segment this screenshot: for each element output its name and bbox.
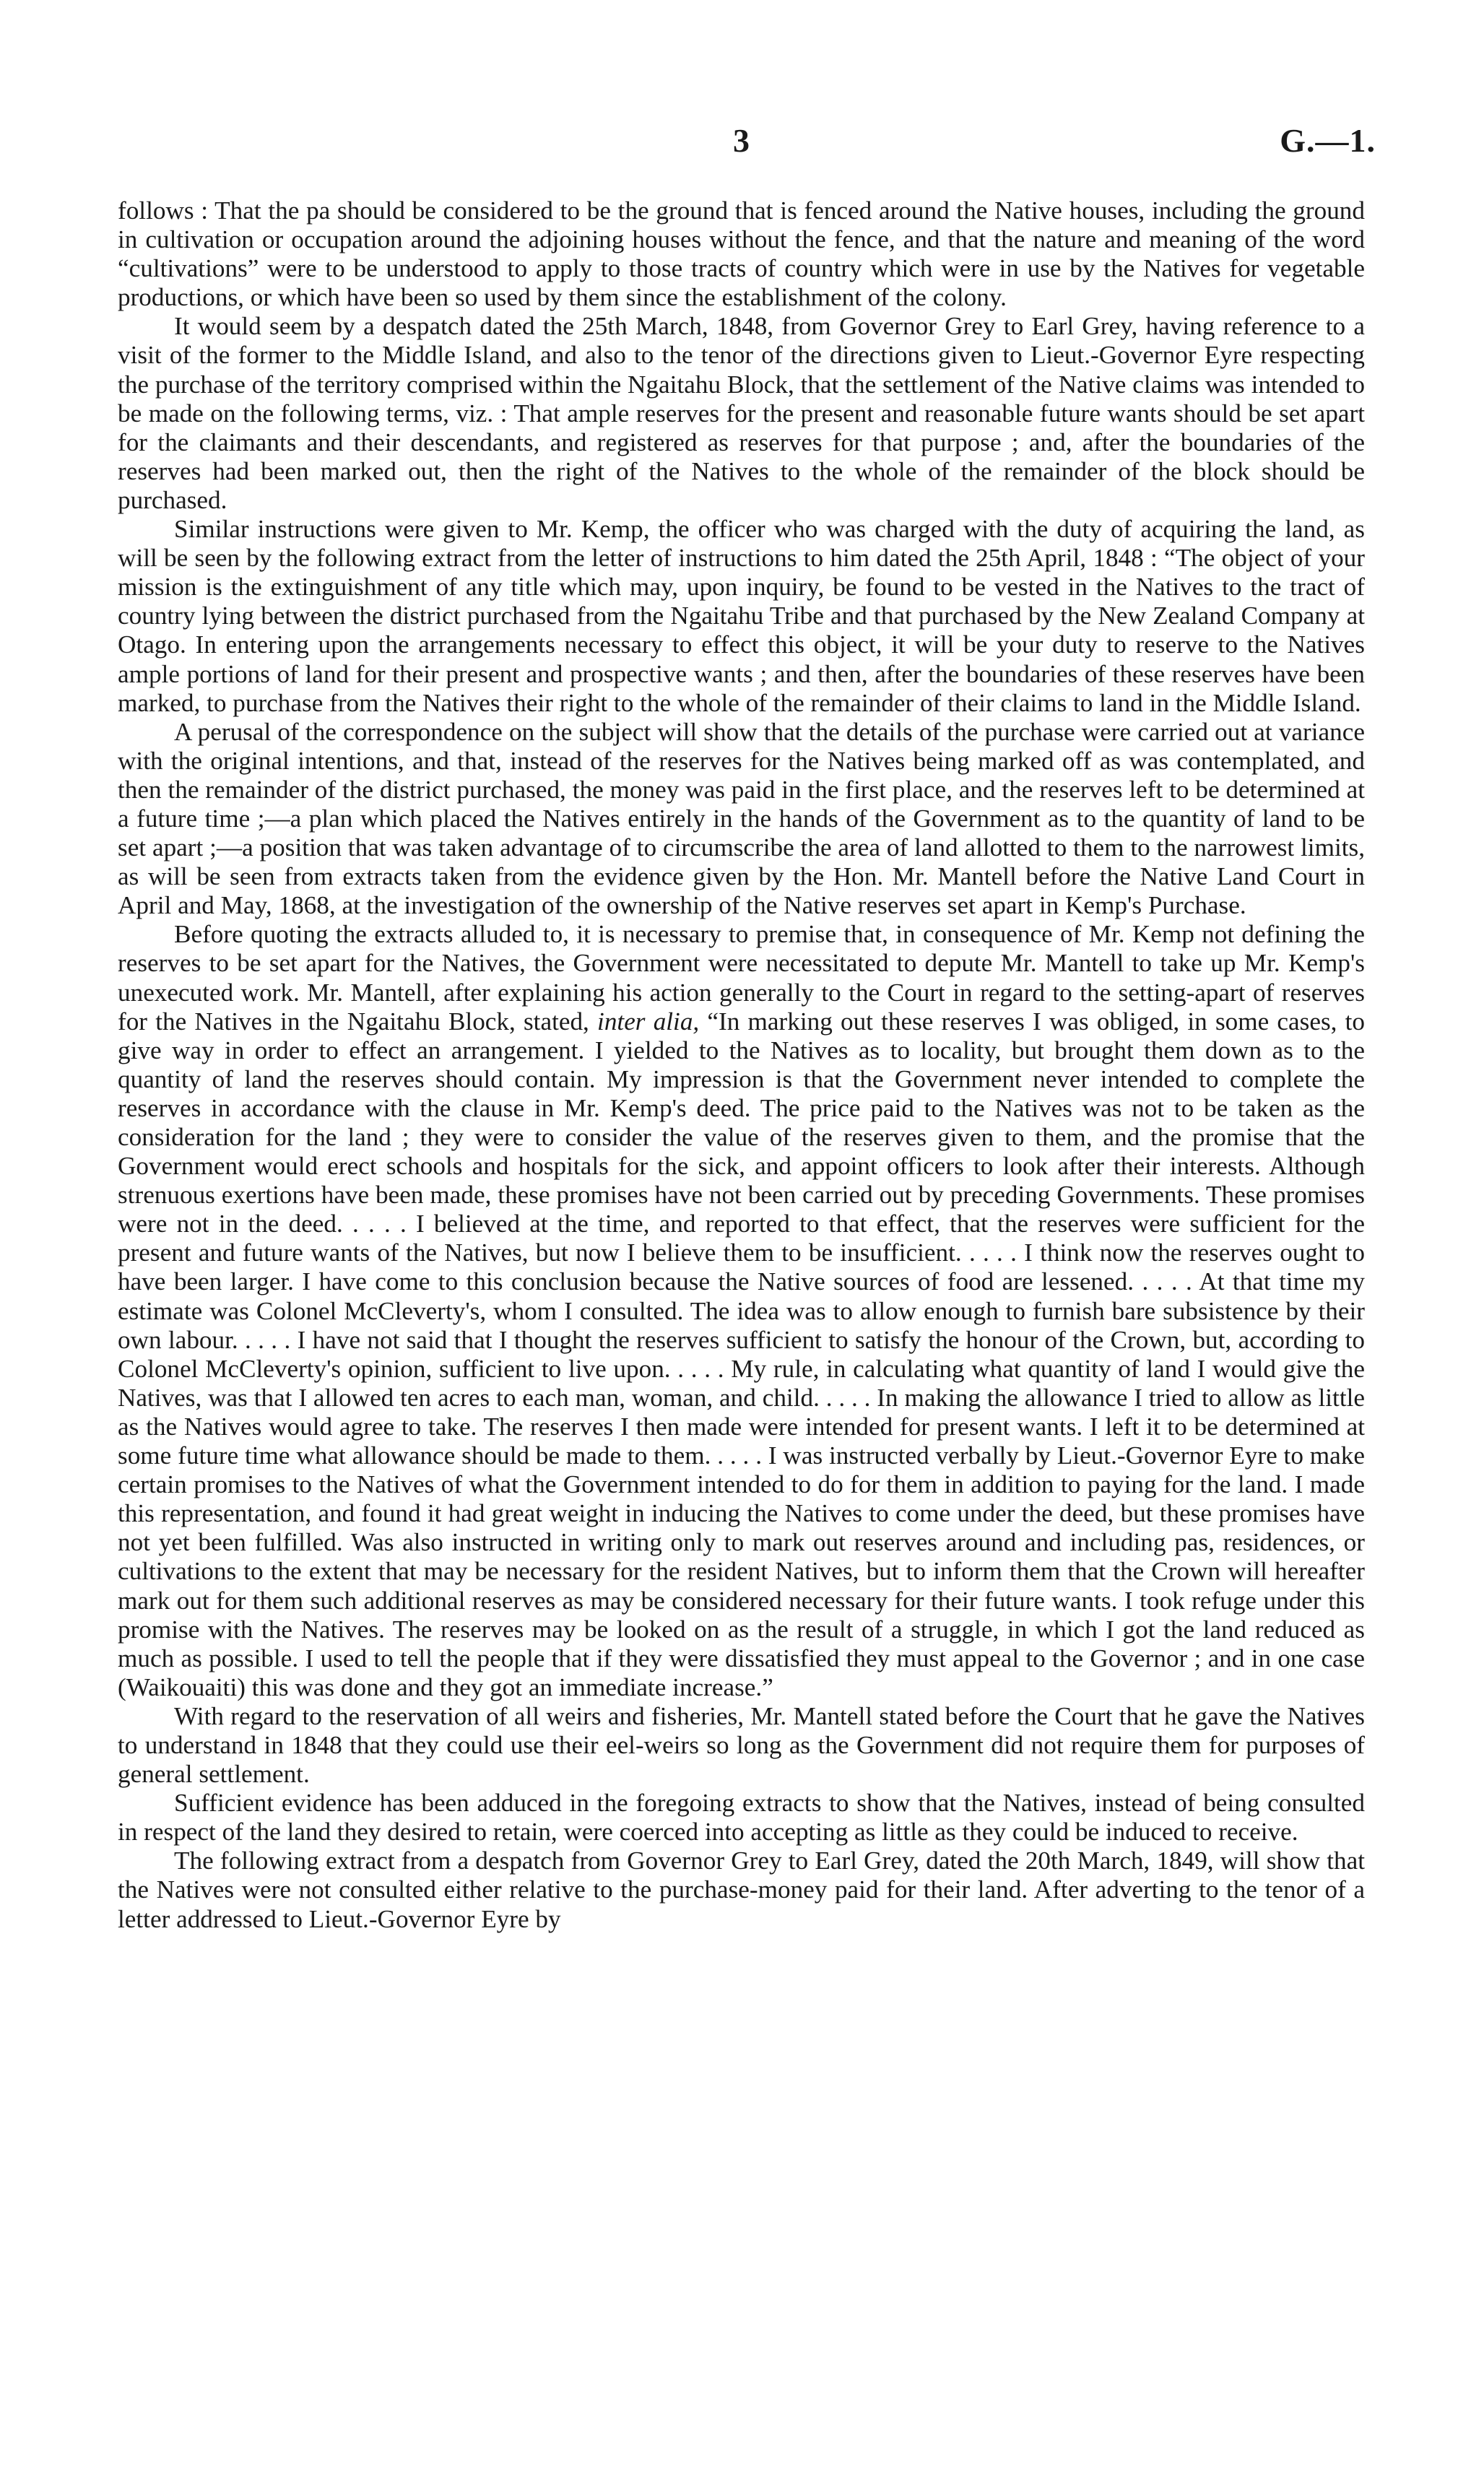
paragraph-6: With regard to the reservation of all weirs and fisheries, Mr. Mantell stated before the Court that he gave the Natives to understand in 1848 that they could use their eel-weirs so long as the Government did not require them for purposes of general settlement.: [118, 1701, 1365, 1789]
document-reference: G.—1.: [1280, 122, 1376, 159]
page-header: [0, 121, 1484, 172]
paragraph-5-text-b: “In marking out these reserves I was obliged, in some cases, to give way in order to effect an arrangement. I yielded to the Natives as to locality, but brought them down as to the quantity of land the reserves should contain. My impression is that the Government never intended to complete the reserves in accordance with the clause in Mr. Kemp's deed. The price paid to the Natives was not to be taken as the consideration for the land ; they were to consider the value of the reserves given to them, and the promise that the Government would erect schools and hospitals for the sick, and appoint officers to look after their interests. Although strenuous exertions have been made, these promises have not been carried out by preceding Governments. These promises were not in the deed. . . . . I believed at the time, and reported to that effect, that the reserves were sufficient for the present and future wants of the Natives, but now I believe them to be insufficient. . . . . I think now the reserves ought to have been larger. I have come to this conclusion because the Native sources of food are lessened. . . . . At that time my estimate was Colonel McCleverty's, whom I consulted. The idea was to allow enough to furnish bare subsistence by their own labour. . . . . I have not said that I thought the reserves sufficient to satisfy the honour of the Crown, but, according to Colonel McCleverty's opinion, sufficient to live upon. . . . . My rule, in calculating what quantity of land I would give the Natives, was that I allowed ten acres to each man, woman, and child. . . . . In making the allowance I tried to allow as little as the Natives would agree to take. The reserves I then made were intended for present wants. I left it to be determined at some future time what allowance should be made to them. . . . . I was instructed verbally by Lieut.-Governor Eyre to make certain promises to the Natives of what the Government intended to do for them in addition to paying for the land. I made this representation, and found it had great weight in inducing the Natives to come under the deed, but these promises have not yet been fulfilled. Was also instructed in writing only to mark out reserves around and including pas, residences, or cultivations to the extent that may be necessary for the resident Natives, but to inform them that the Crown will hereafter mark out for them such additional reserves as may be considered necessary for their future wants. I took refuge under this promise with the Natives. The reserves may be looked on as the result of a struggle, in which I got the land reduced as much as possible. I used to tell the people that if they were dissatisfied they must appeal to the Governor ; and in one case (Waikouaiti) this was done and they got an immediate increase.”: [118, 1007, 1366, 1701]
paragraph-5-text-a: Before quoting the extracts alluded to, it is necessary to premise that, in consequence of Mr. Kemp not defining the reserves to be set apart for the Natives, the Government were necessitated to depute Mr. Mantell to take up Mr. Kemp's unexecuted work. Mr. Mantell, after explaining his action generally to the Court in regard to the setting-apart of reserves for the Natives in the Ngaitahu Block, stated,: [118, 920, 1365, 1036]
body-text: [118, 196, 1365, 1934]
paragraph-1: follows : That the pa should be considered to be the ground that is fenced around the Native houses, including the ground in cultivation or occupation around the adjoining houses without the fence, and that the nature and meaning of the word “cultivations” were to be understood to apply to those tracts of country which were in use by the Natives for vegetable productions, or which have been so used by them since the establishment of the colony.: [118, 196, 1365, 312]
paragraph-2: It would seem by a despatch dated the 25th March, 1848, from Governor Grey to Earl Grey, having reference to a visit of the former to the Middle Island, and also to the tenor of the directions given to Lieut.-Governor Eyre respecting the purchase of the territory comprised within the Ngaitahu Block, that the settlement of the Native claims was intended to be made on the following terms, viz. : That ample reserves for the present and reasonable future wants should be set apart for the claimants and their descendants, and registered as reserves for that purpose ; and, after the boundaries of the reserves had been marked out, then the right of the Natives to the whole of the remainder of the block should be purchased.: [118, 312, 1365, 514]
paragraph-7: Sufficient evidence has been adduced in the foregoing extracts to show that the Natives, instead of being consulted in respect of the land they desired to retain, were coerced into accepting as little as they could be induced to receive.: [118, 1789, 1365, 1847]
page-number: 3: [733, 122, 750, 159]
paragraph-8: The following extract from a despatch from Governor Grey to Earl Grey, dated the 20th March, 1849, will show that the Natives were not consulted either relative to the purchase-money paid for their land. After adverting to the tenor of a letter addressed to Lieut.-Governor Eyre by: [118, 1847, 1365, 1933]
paragraph-5: [118, 920, 1365, 1702]
paragraph-3: Similar instructions were given to Mr. Kemp, the officer who was charged with the duty of acquiring the land, as will be seen by the following extract from the letter of instructions to him dated the 25th April, 1848 : “The object of your mission is the extinguishment of any title which may, upon inquiry, be found to be vested in the Natives to the tract of country lying between the district purchased from the Ngaitahu Tribe and that purchased by the New Zealand Company at Otago. In entering upon the arrangements necessary to effect this object, it will be your duty to reserve to the Natives ample portions of land for their present and prospective wants ; and then, after the boundaries of these reserves have been marked, to purchase from the Natives their right to the whole of the remainder of their claims to land in the Middle Island.: [118, 515, 1365, 717]
paragraph-4: A perusal of the correspondence on the subject will show that the details of the purchase were carried out at variance with the original intentions, and that, instead of the reserves for the Natives being marked off as was contemplated, and then the remainder of the district purchased, the money was paid in the first place, and the reserves left to be determined at a future time ;—a plan which placed the Natives entirely in the hands of the Government as to the quantity of land to be set apart ;—a position that was taken advantage of to circumscribe the area of land allotted to them to the narrowest limits, as will be seen from extracts taken from the evidence given by the Hon. Mr. Mantell before the Native Land Court in April and May, 1868, at the investigation of the ownership of the Native reserves set apart in Kemp's Purchase.: [118, 717, 1365, 920]
latin-phrase: inter alia,: [597, 1007, 700, 1036]
